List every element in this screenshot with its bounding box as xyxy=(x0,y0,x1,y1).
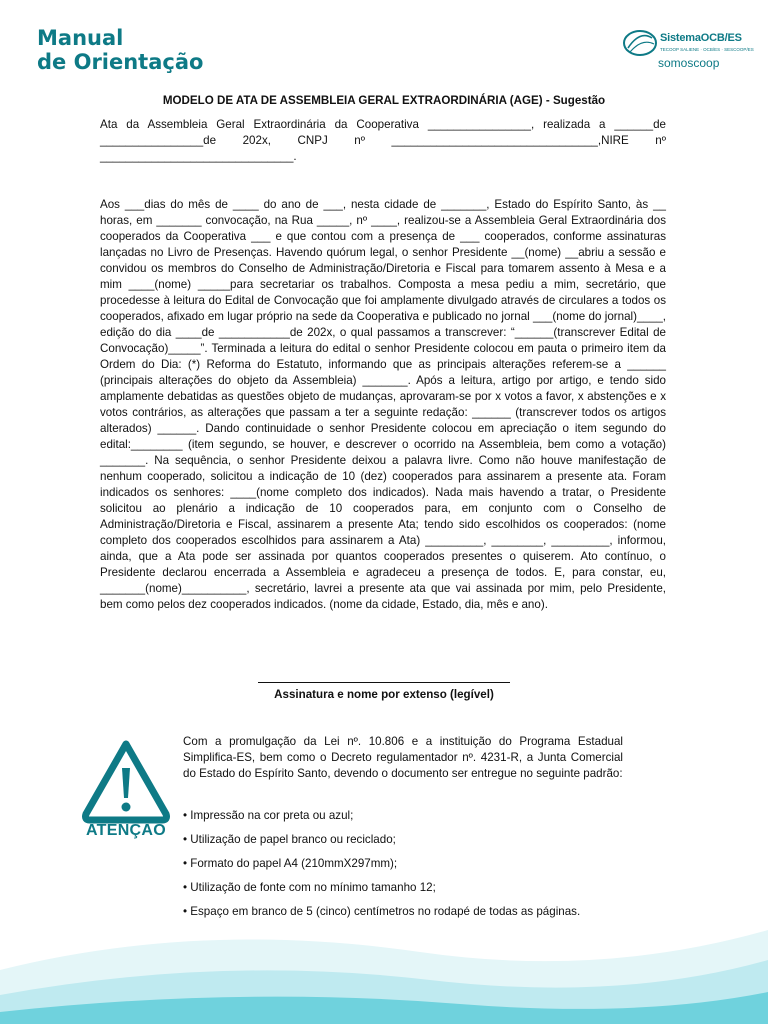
manual-title xyxy=(37,26,203,74)
ata-opening-paragraph: Ata da Assembleia Geral Extraordinária da Cooperativa ________________, realizada a ______de ________________de 202x, CNPJ nº ________________________________,NIRE nº ______________________________. xyxy=(100,118,666,163)
manual-title-line-2: de Orientação xyxy=(37,50,204,74)
list-item: • Impressão na cor preta ou azul; xyxy=(183,809,354,822)
attention-notice-text: Com a promulgação da Lei nº. 10.806 e a instituição do Programa Estadual Simplifica-ES, bem como o Decreto regulamentador nº. 4231-R, a Junta Comercial do Estado do Espírito Santo, devendo o documento ser entregue no seguinte padrão: xyxy=(183,735,623,780)
list-item: • Formato do papel A4 (210mmX297mm); xyxy=(183,857,398,870)
list-item: • Utilização de papel branco ou reciclado; xyxy=(183,833,396,846)
signature-line xyxy=(258,682,510,683)
somoscoop-logo: somoscoop xyxy=(658,56,720,70)
warning-triangle-icon xyxy=(82,738,170,828)
logo-tagline: TECOOP SALIENE · OCB/ES · SESCOOP/ES xyxy=(660,47,754,52)
ocb-globe-icon xyxy=(622,28,658,58)
ata-body-paragraph: Aos ___dias do mês de ____ do ano de ___, nesta cidade de _______, Estado do Espírito Santo, às __ horas, em _______ convocação, na Rua _____, nº ____, realizou-se a Assembleia Geral Extraordinária dos cooperados da Cooperativa ___ e que contou com a presença de ___ cooperados, conforme assinaturas lançadas no Livro de Presenças. Havendo quórum legal, o senhor Presidente __(nome) __abriu a sessão e convidou os membros do Conselho de Administração/Diretoria e Fiscal para tomarem assento à Mesa e a mim ____(nome) _____para secretariar os trabalhos. Composta a mesa pediu a mim, secretário, que procedesse à leitura do Edital de Convocação que foi amplamente divulgado através de circulares a todos os cooperados, afixado em lugar próprio na sede da Cooperativa e publicado no jornal ___(nome do jornal)____, edição do dia ____de ___________de 202x, o qual passamos a transcrever: “______(transcrever Edital de Convocação)_____”. Terminada a leitura do edital o senhor Presidente colocou em pauta o primeiro item da Ordem do Dia: (*) Reforma do Estatuto, informando que as principais alterações referem-se a ______ (principais alterações do objeto da Assembleia) _______. Após a leitura, artigo por artigo, e tendo sido amplamente debatidas as questões objeto de mudanças, aprovaram-se por x votos a favor, x abstenções e x votos contrários, as alterações que passam a ter a seguinte redação: ______ (transcrever todos os artigos alterados) ______. Dando continuidade o senhor Presidente colocou em apreciação o item segundo do edital:________ (item segundo, se houver, e descrever o ocorrido na Assembleia, bem como a votação) _______. Na sequência, o senhor Presidente deixou a palavra livre. Como não houve manifestação de nenhum cooperado, solicitou a indicação de 10 (dez) cooperados para assinarem a presente ata. Foram indicados os senhores: ____(nome completo dos indicados). Nada mais havendo a tratar, o Presidente solicitou ao plenário a indicação de 10 cooperados para, em conjunto com o Conselho de Administração/Diretoria e Fiscal, assinarem a presente Ata; tendo sido escolhidos os cooperados: (nome completo dos cooperados escolhidos para assinarem a Ata) _________, ________, _________, informou, ainda, que a Ata pode ser assinada por quantos cooperados presentes o quiserem. Ato contínuo, o Presidente declarou encerrada a Assembleia e agradeceu a presença de todos. E, para constar, eu, _______(nome)__________, secretário, lavrei a presente ata que vai assinada por mim, pelo Presidente, bem como pelos dez cooperados indicados. (nome da cidade, Estado, dia, mês e ano). xyxy=(100,198,666,611)
signature-caption: Assinatura e nome por extenso (legível) xyxy=(274,688,494,701)
manual-title-line-1: Manual xyxy=(37,26,124,50)
document-title: MODELO DE ATA DE ASSEMBLEIA GERAL EXTRAORDINÁRIA (AGE) - Sugestão xyxy=(162,94,606,107)
footer-wave-decoration xyxy=(0,900,768,1024)
ocb-es-logo xyxy=(622,26,754,76)
logo-brand: SistemaOCB/ES xyxy=(660,32,742,44)
attention-label: ATENÇÃO xyxy=(85,822,167,839)
list-item: • Utilização de fonte com no mínimo tamanho 12; xyxy=(183,881,436,894)
list-item: • Espaço em branco de 5 (cinco) centímetros no rodapé de todas as páginas. xyxy=(183,905,581,918)
